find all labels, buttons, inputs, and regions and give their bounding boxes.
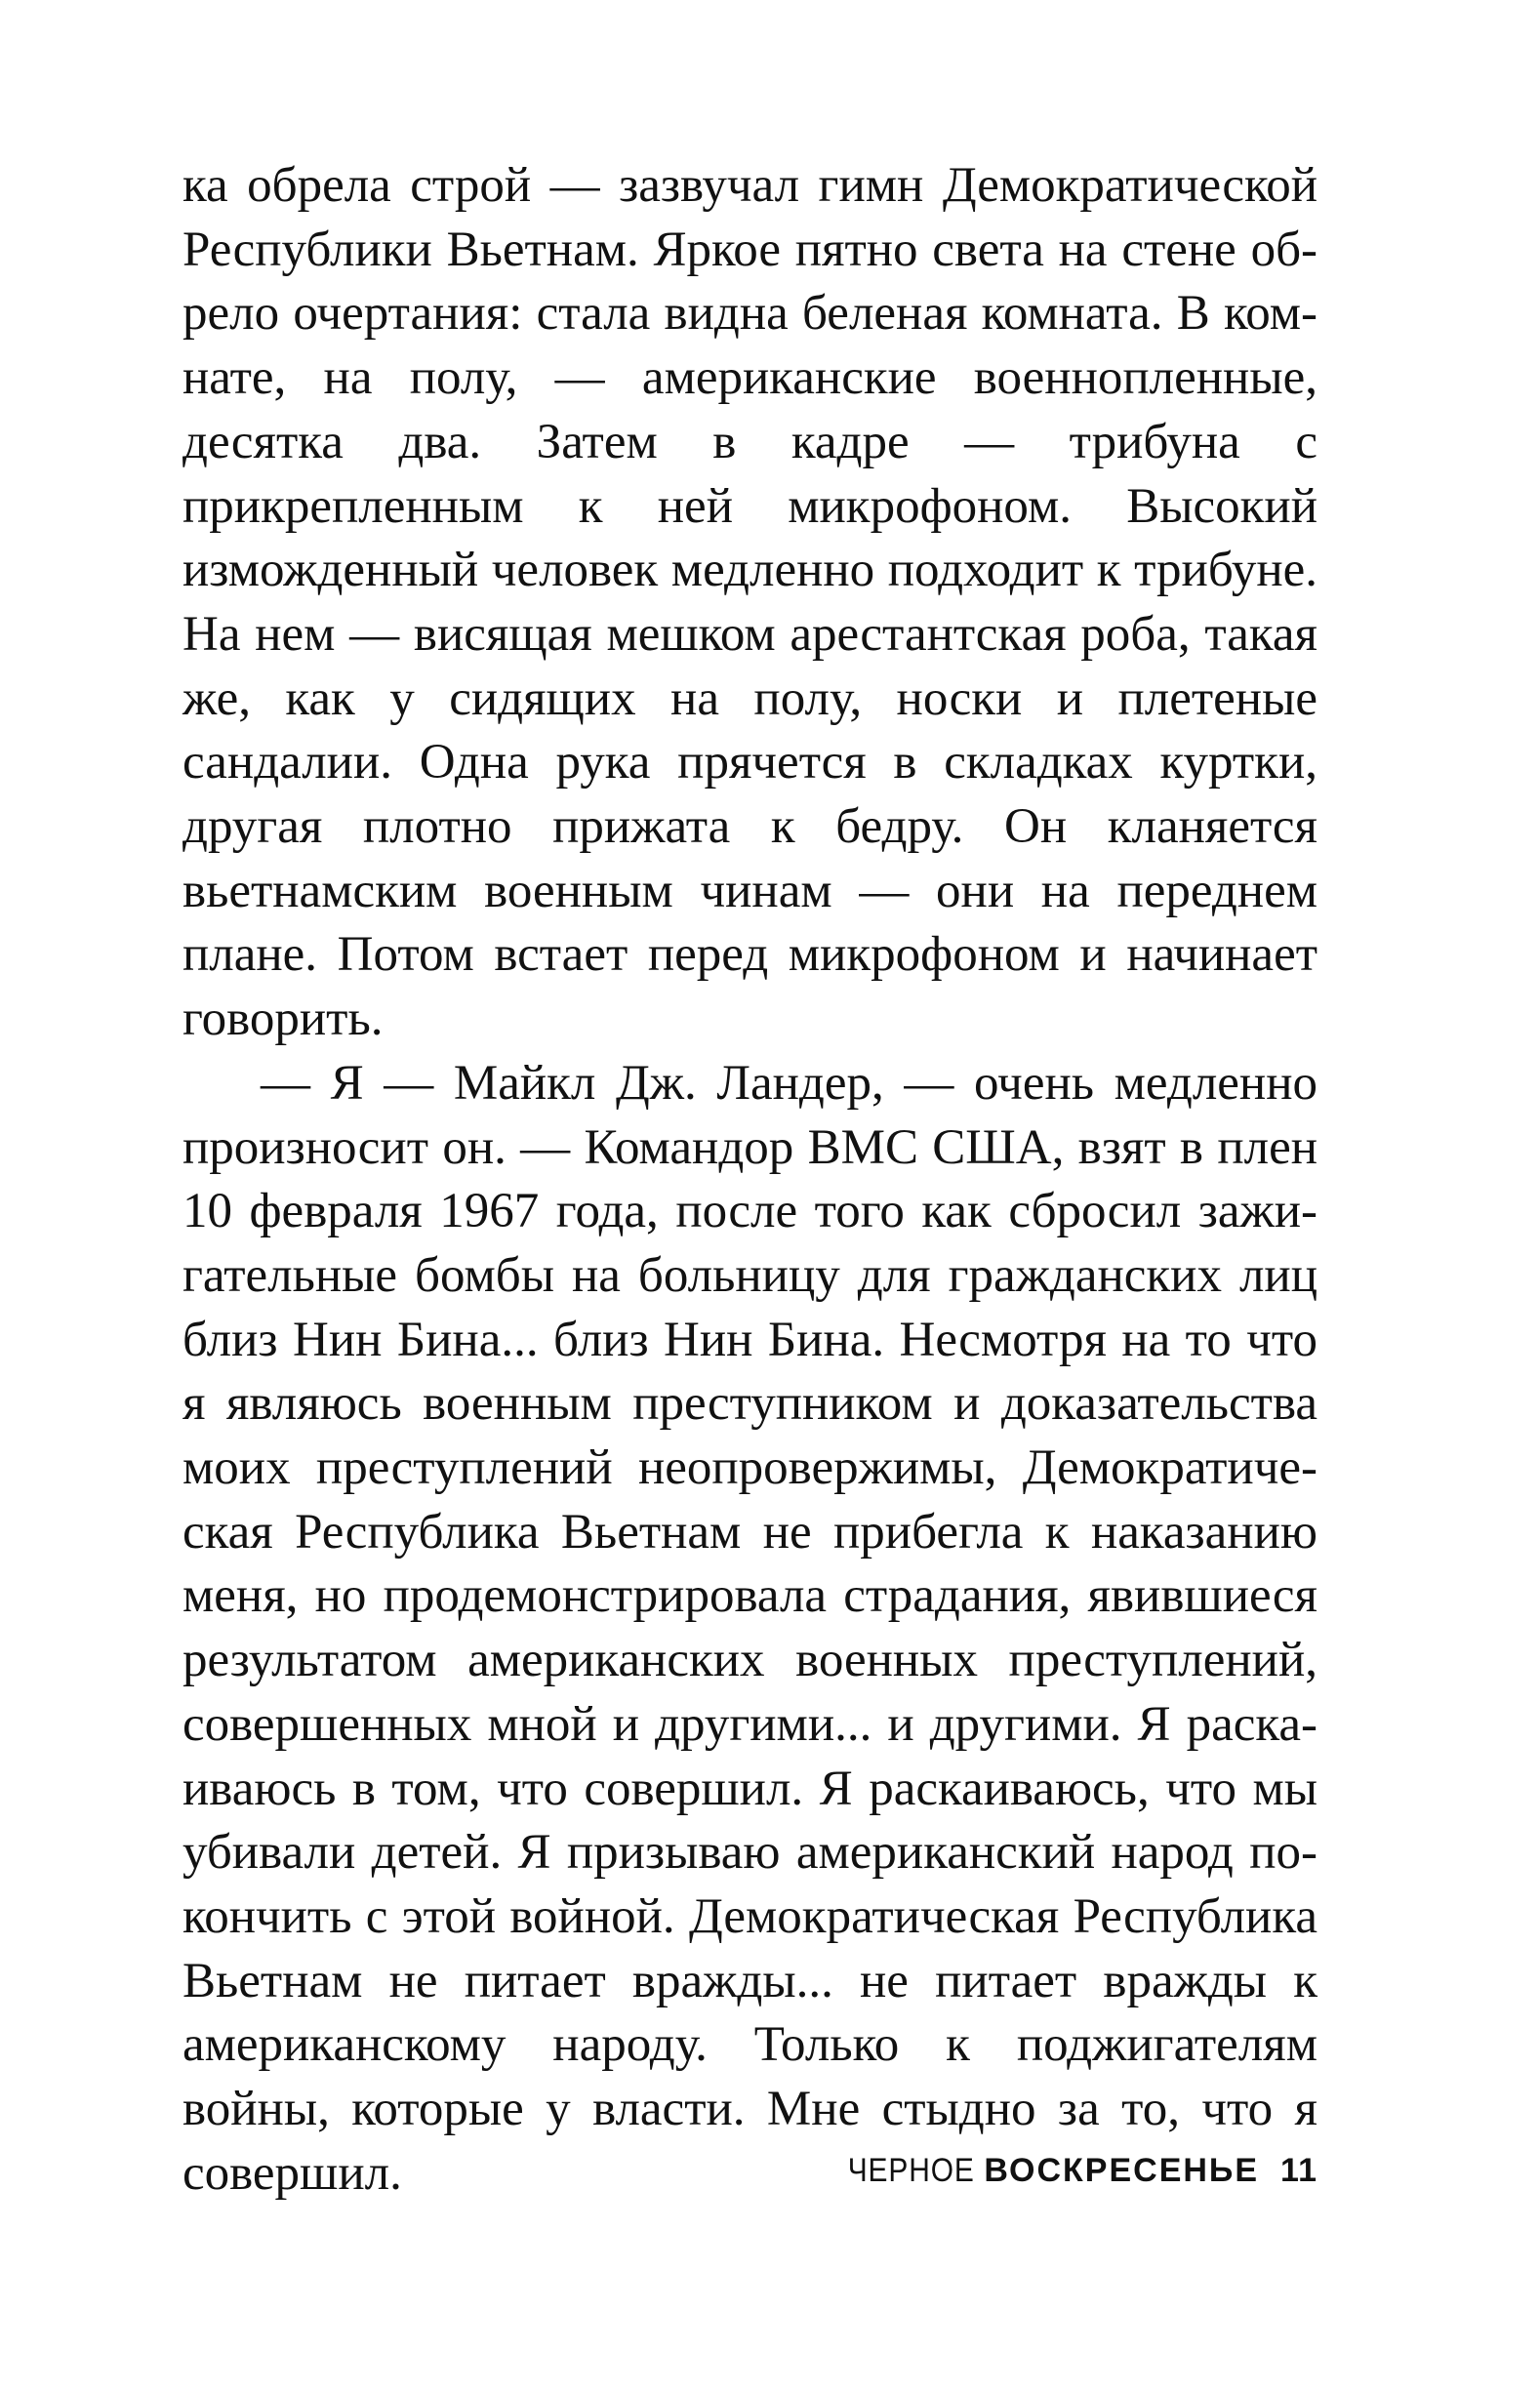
footer-title-bold: ВОСКРЕСЕНЬЕ bbox=[984, 2152, 1260, 2189]
book-page-text bbox=[182, 154, 1317, 2207]
paragraph-speech: — Я — Майкл Дж. Ландер, — очень медленно произносит он. — Командор ВМС США, взят в плен 10 февраля 1967 года, после того как сбросил зажигательные бомбы на больницу для гражданских лиц близ Нин Бина... близ Нин Бина. Несмотря на то что я являюсь военным преступником и доказательства моих преступлений неопровержимы, Демократическая Республика Вьетнам не прибегла к наказанию меня, но продемонстрировала страдания, явившиеся результатом американских военных преступлений, совершенных мной и другими... и другими. Я раскаиваюсь в том, что совершил. Я раскаиваюсь, что мы убивали детей. Я призываю американский народ покончить с этой войной. Демократическая Республика Вьетнам не питает вражды... не питает вражды к американскому народу. Только к поджигателям войны, которые у власти. Мне стыдно за то, что я совершил. bbox=[182, 1055, 1317, 2201]
paragraph-continued: ка обрела строй — зазвучал гимн Демократической Республики Вьетнам. Яркое пятно света на стене обрело очертания: стала видна беленая комната. В комнате, на полу, — американские военнопленные, десятка два. Затем в кадре — трибуна с прикрепленным к ней микрофоном. Высокий изможденный человек медленно подходит к трибуне. На нем — висящая мешком арестантская роба, такая же, как у сидящих на полу, носки и плетеные сандалии. Одна рука прячется в складках куртки, другая плотно прижата к бедру. Он кланяется вьетнамским военным чинам — они на переднем плане. Потом встает перед микрофоном и начинает говорить. bbox=[182, 158, 1317, 1047]
footer-title-light: ЧЕРНОЕ bbox=[847, 2152, 975, 2189]
page-number: 11 bbox=[1280, 2152, 1317, 2189]
running-footer bbox=[182, 2152, 1317, 2190]
